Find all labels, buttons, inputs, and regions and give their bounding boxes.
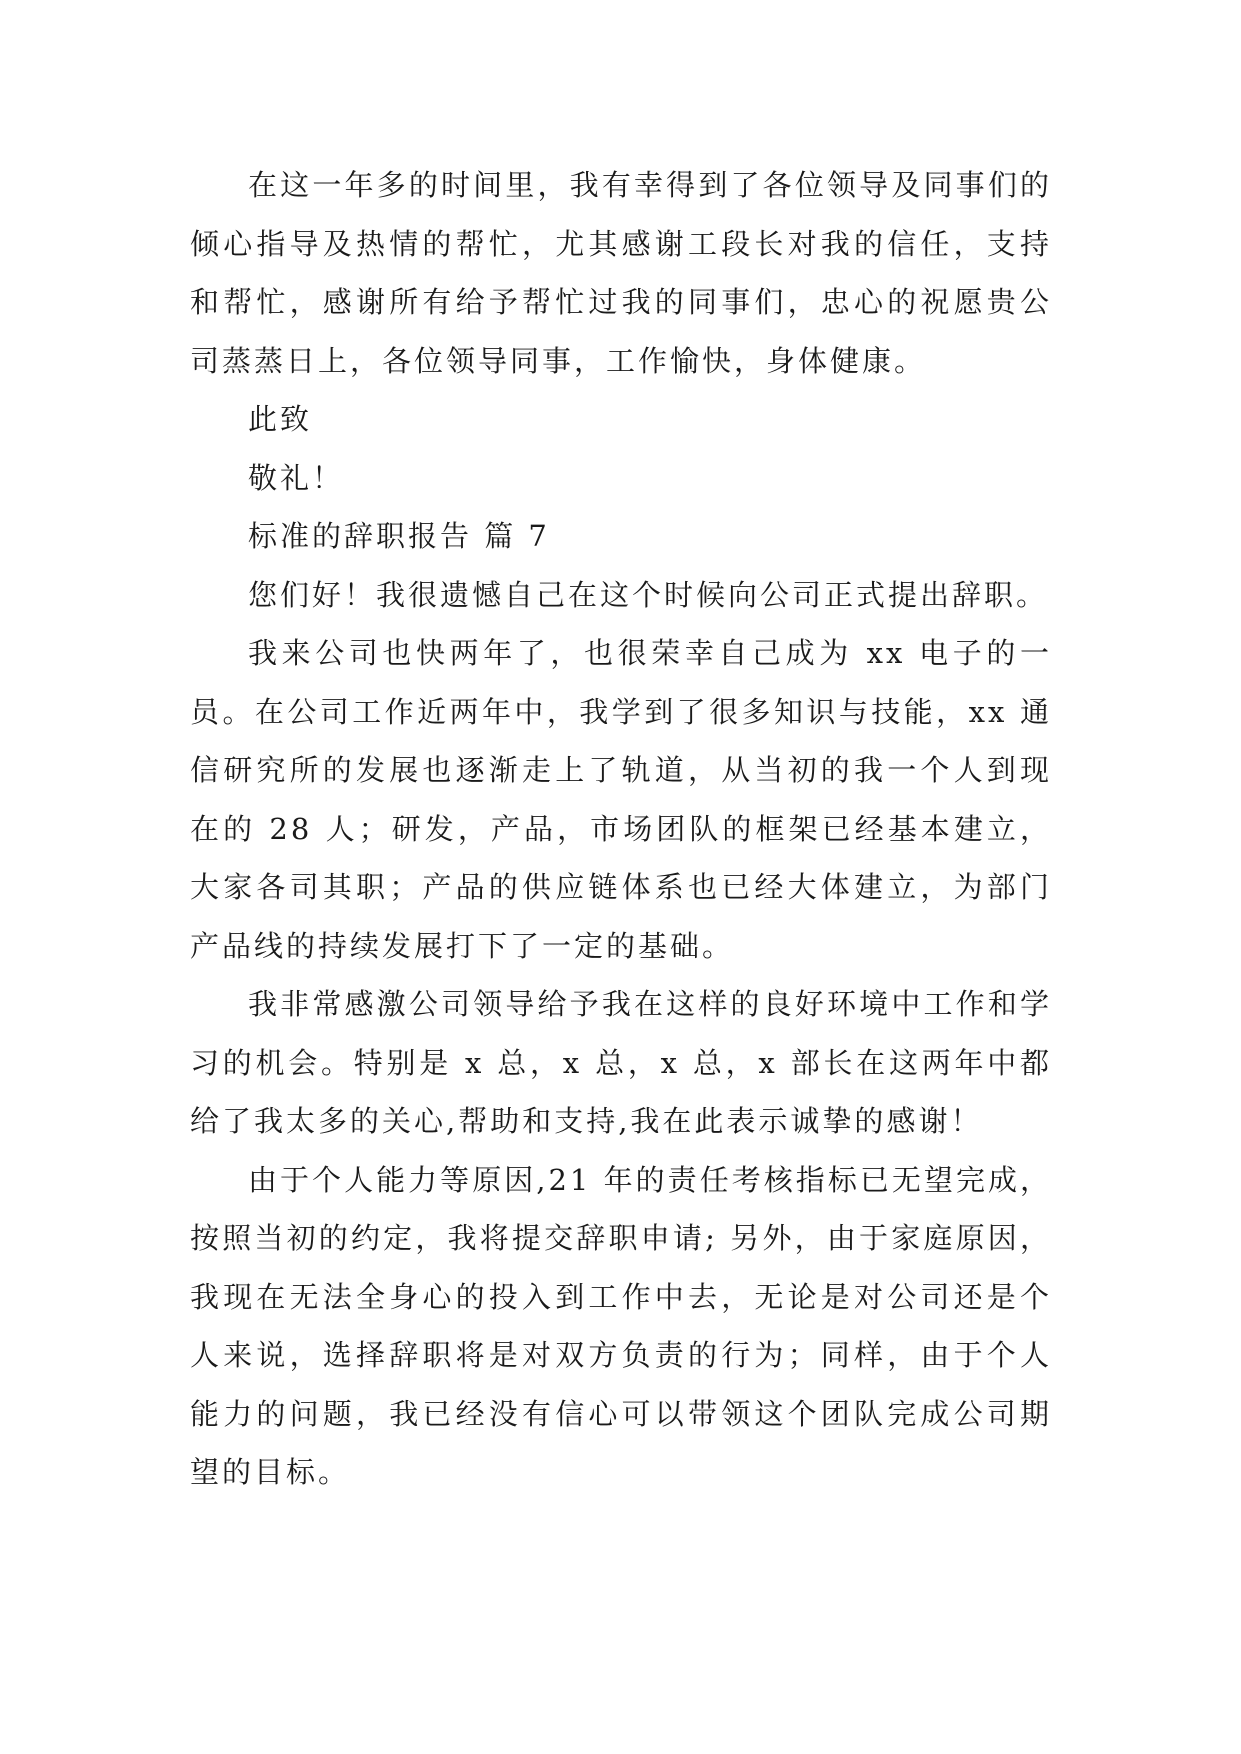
closing-cizhi: 此致 — [248, 402, 313, 436]
document-body — [190, 156, 1052, 1502]
paragraph-greeting: 您们好！我很遗憾自己在这个时候向公司正式提出辞职。 — [248, 577, 1049, 612]
paragraph-gratitude: 在这一年多的时间里，我有幸得到了各位领导及同事们的倾心指导及热情的帮忙，尤其感谢工段长对我的信任，支持和帮忙，感谢所有给予帮忙过我的同事们，忠心的祝愿贵公司蒸蒸日上，各位领导同事，工作愉快，身体健康。 — [190, 168, 1052, 378]
closing-jingli: 敬礼！ — [248, 460, 345, 495]
section-heading: 标准的辞职报告 篇 7 — [248, 519, 550, 553]
paragraph-experience: 我来公司也快两年了，也很荣幸自己成为 xx 电子的一员。在公司工作近两年中，我学到了很多知识与技能，xx 通信研究所的发展也逐渐走上了轨道，从当初的我一个人到现在的 28 人；研发，产品，市场团队的框架已经基本建立，大家各司其职；产品的供应链体系也已经大体建立，为部门产品线的持续发展打下了一定的基础。 — [190, 636, 1052, 963]
paragraph-thanks: 我非常感激公司领导给予我在这样的良好环境中工作和学习的机会。特别是 x 总，x 总，x 总，x 部长在这两年中都给了我太多的关心,帮助和支持,我在此表示诚挚的感谢！ — [190, 987, 1052, 1138]
paragraph-reasons: 由于个人能力等原因,21 年的责任考核指标已无望完成，按照当初的约定，我将提交辞职申请; 另外，由于家庭原因，我现在无法全身心的投入到工作中去，无论是对公司还是个人来说，选择辞职将是对双方负责的行为；同样，由于个人能力的问题，我已经没有信心可以带领这个团队完成公司期望的目标。 — [190, 1162, 1052, 1489]
